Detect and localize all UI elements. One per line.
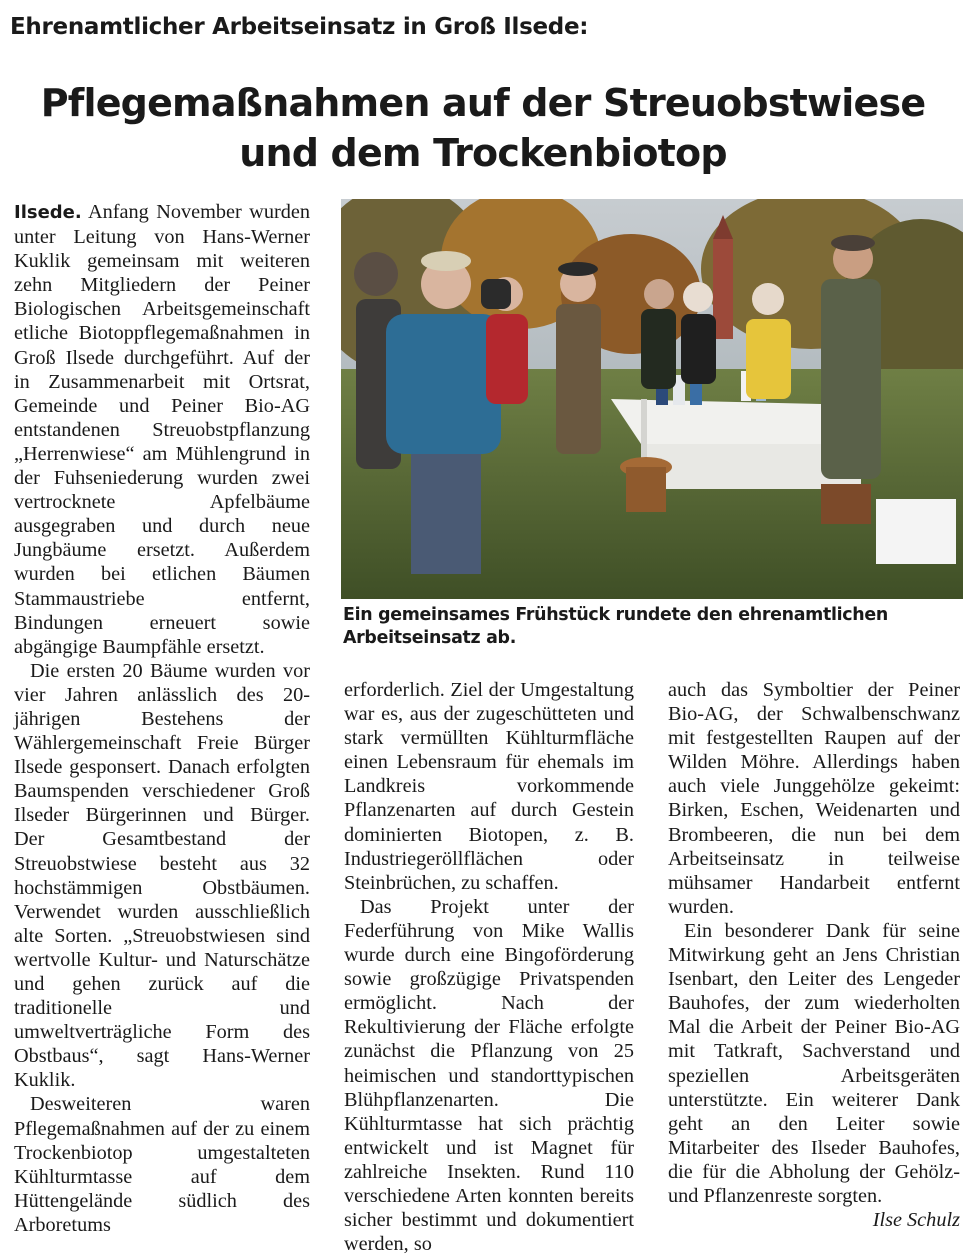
article-kicker: Ehrenamtlicher Arbeitseinsatz in Groß Ilsede: (10, 14, 589, 40)
text-column-2 (344, 678, 634, 1256)
author-byline: Ilse Schulz (872, 1209, 960, 1232)
text-column-3 (668, 678, 960, 1232)
dateline: Ilsede. (14, 202, 82, 223)
article-photo (341, 199, 963, 599)
headline-line-2: und dem Trockenbiotop (239, 131, 727, 175)
photo-caption: Ein gemeinsames Frühstück rundete den ehrenamtlichen Arbeitseinsatz ab. (343, 605, 888, 648)
paragraph-text: Ein besonderer Dank für seine Mitwirkung geht an Jens Christian Isenbart, den Leiter des Lengeder Bauhofes, der zum wiederholten Mal die Arbeit der Peiner Bio-AG mit Tatkraft, Sachverstand und speziellen Arbeitsgeräten unterstützte. Ein weiterer Dank geht an den Leiter sowie Mitarbeiter des Ilseder Bauhofes, die für die Abholung der Gehölz- und Pflanzenreste sorgten. (668, 919, 960, 1207)
article-paragraph: erforderlich. Ziel der Umgestaltung war es, aus der zugeschütteten und stark vermüllten Kühlturmfläche einen Lebensraum für ehemals im Landkreis vorkommende Pflanzenarten auf durch Gestein dominierten Biotopen, z. B. Industriegeröllflächen oder Steinbrüchen, zu schaffen. (344, 679, 634, 894)
article-paragraph: Die ersten 20 Bäume wurden vor vier Jahren anlässlich des 20-jährigen Bestehens der Wählergemeinschaft Freie Bürger Ilsede gesponsert. Danach erfolgten Baumspenden verschiedener Groß Ilseder Bürgerinnen und Bürger. Der Gesamtbestand der Streuobstwiese besteht aus 32 hochstämmigen Obstbäumen. Verwendet wurden ausschließlich alte Sorten. „Streuobstwiesen sind wertvolle Kultur- und Naturschätze und gehen zurück auf die traditionelle und umweltverträgliche Form des Obstbaus“, sagt Hans-Werner Kuklik. (14, 659, 310, 1092)
text-column-1 (14, 200, 310, 1237)
headline-line-1: Pflegemaßnahmen auf der Streuobstwiese (40, 81, 926, 125)
article-paragraph: auch das Symboltier der Peiner Bio-AG, der Schwalbenschwanz mit festgestellten Raupen auf der Wilden Möhre. Allerdings haben auch viele Junggehölze gekeimt: Birken, Eschen, Weidenarten und Brombeeren, die nun bei dem Arbeitseinsatz in teilweise mühsamer Handarbeit entfernt wurden. (668, 679, 960, 918)
article-paragraph: Desweiteren waren Pflegemaßnahmen auf der zu einem Trockenbiotop umgestalteten Kühlturmtasse auf dem Hüttengelände südlich des Arboretums (14, 1093, 310, 1236)
article-paragraph: Das Projekt unter der Federführung von Mike Wallis wurde durch eine Bingoförderung sowie großzügige Privatspenden ermöglicht. Nach der Rekultivierung der Fläche erfolgte zunächst die Pflanzung von 25 heimischen und standorttypischen Blühpflanzenarten. Die Kühlturmtasse hat sich prächtig entwickelt und ist Magnet für zahlreiche Insekten. Rund 110 verschiedene Arten konnten bereits sicher bestimmt und dokumentiert werden, so (344, 895, 634, 1256)
paragraph-text: Anfang November wurden unter Leitung von Hans-Werner Kuklik gemeinsam mit weiteren zehn Mitgliedern der Peiner Biologischen Arbeitsgemeinschaft etliche Biotoppflegemaßnahmen in Groß Ilsede durchgeführt. Auf der in Zusammenarbeit mit Ortsrat, Gemeinde und Peiner Bio-AG entstandenen Streuobstpflanzung „Herrenwiese“ am Mühlengrund in der Fuhseniederung wurden zwei vertrocknete Apfelbäume ausgegraben und durch neue Jungbäume ersetzt. Außerdem wurden bei etlichen Bäumen Stammaustriebe entfernt, Bindungen erneuert sowie abgängige Baumpfähle ersetzt. (14, 201, 311, 658)
article-paragraph (14, 200, 310, 659)
article-headline (0, 78, 966, 178)
group-breakfast-photo (341, 199, 963, 599)
article-paragraph (668, 919, 960, 1232)
